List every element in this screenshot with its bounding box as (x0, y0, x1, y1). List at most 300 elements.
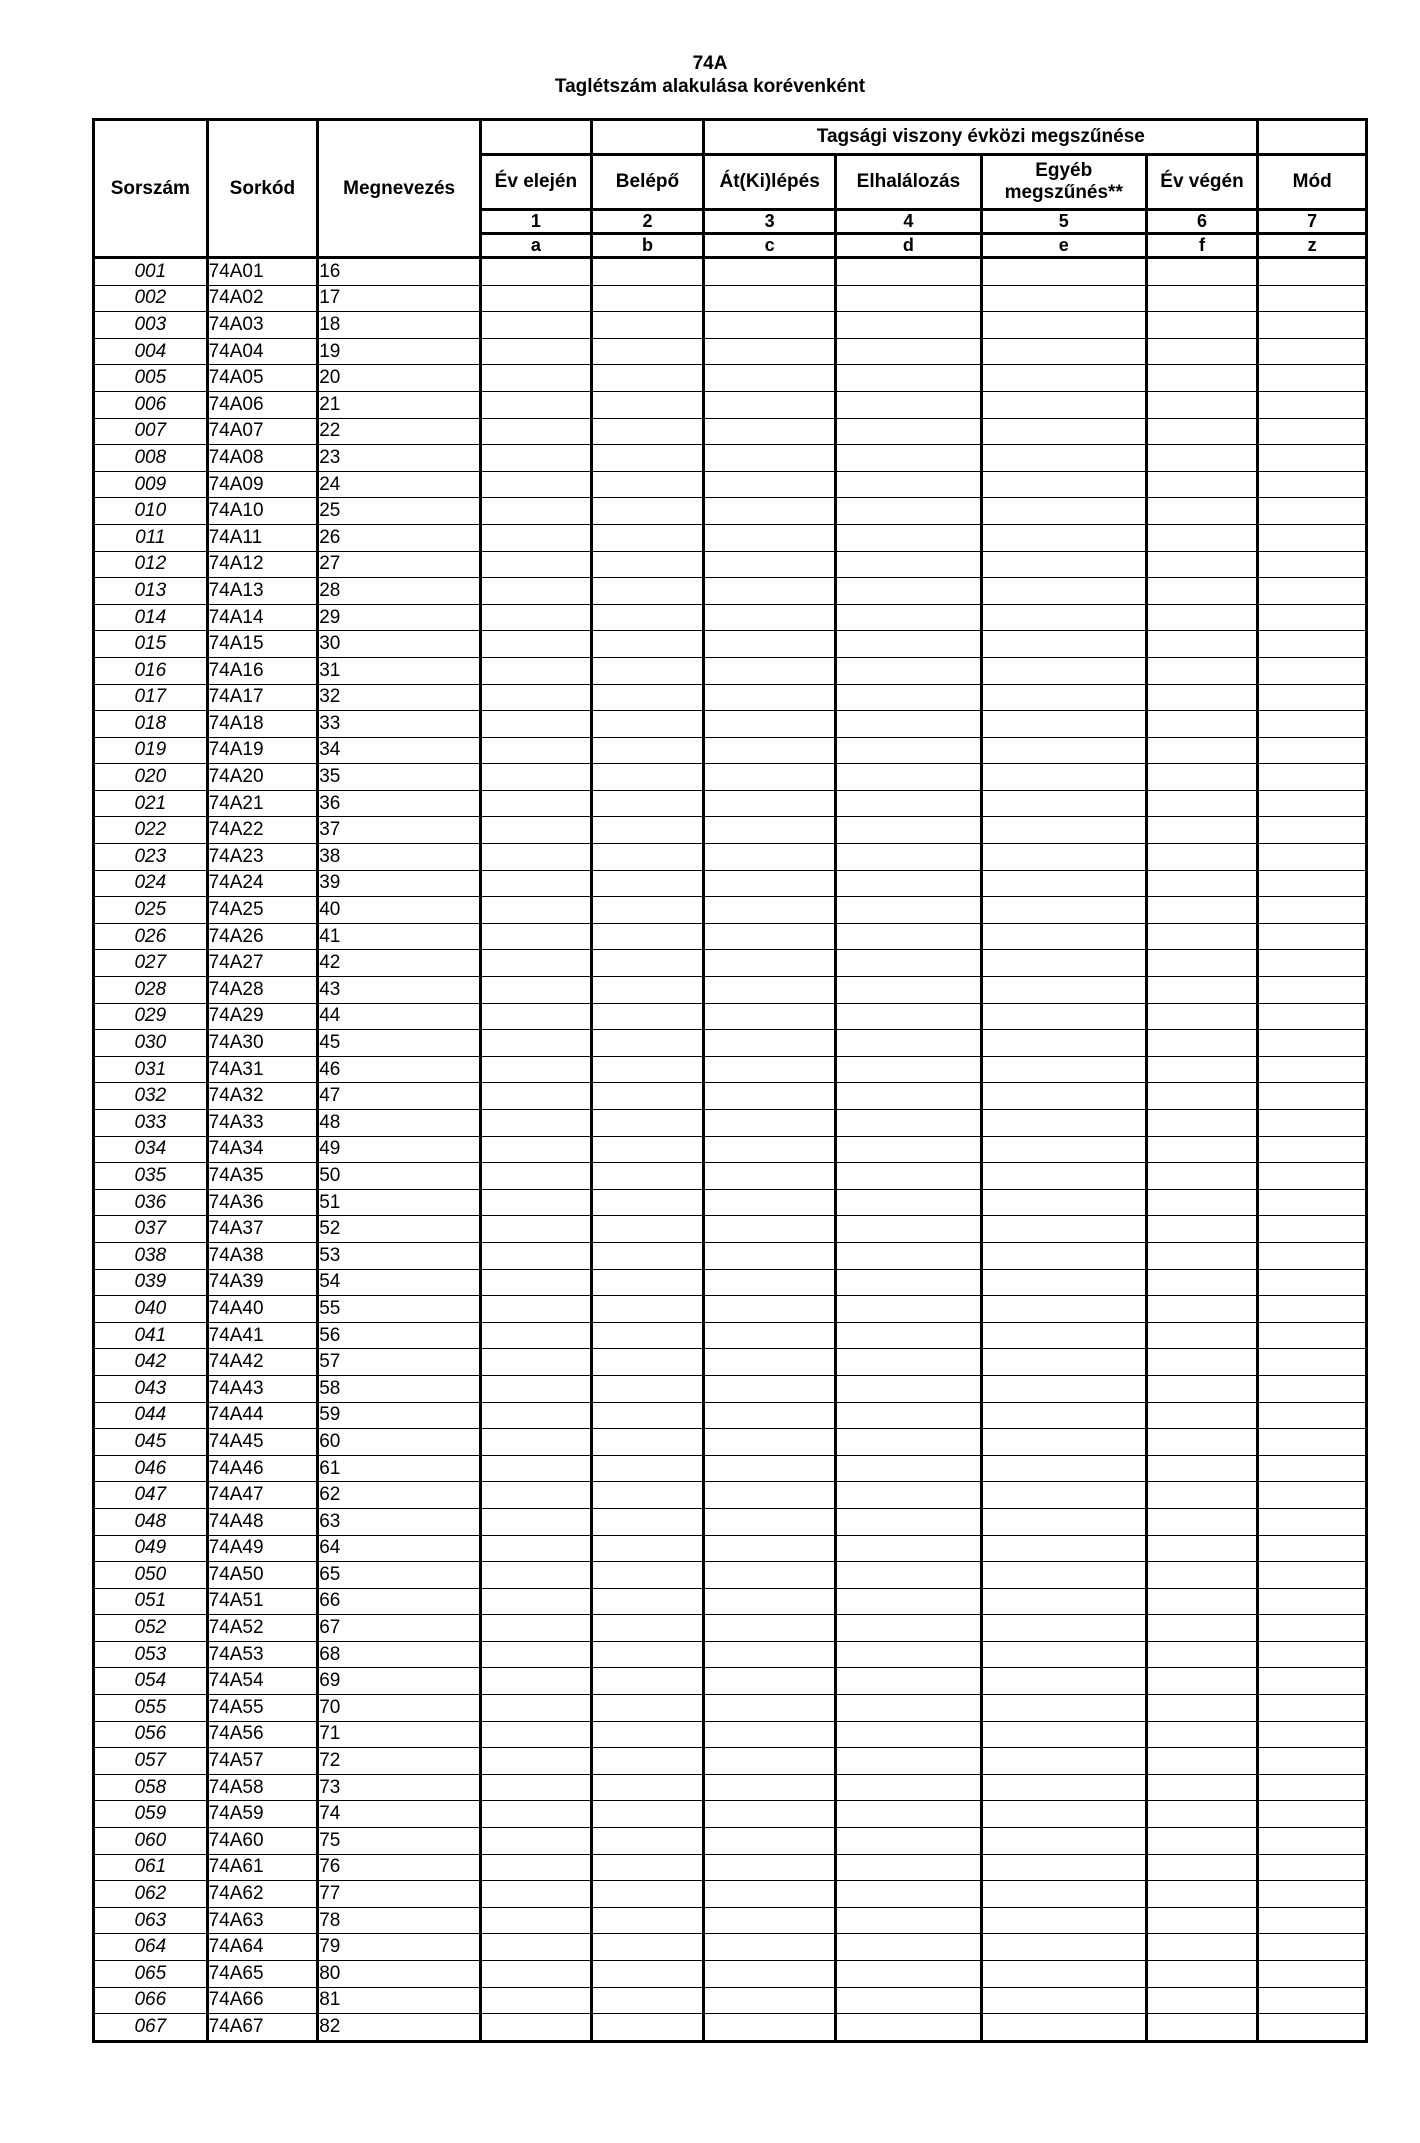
data-cell[interactable] (836, 1907, 982, 1934)
data-cell[interactable] (836, 1854, 982, 1881)
data-cell[interactable] (981, 977, 1146, 1004)
data-cell[interactable] (481, 1216, 592, 1243)
data-cell[interactable] (704, 711, 836, 738)
data-cell[interactable] (704, 737, 836, 764)
data-cell[interactable] (1146, 1216, 1258, 1243)
data-cell[interactable] (1258, 1535, 1367, 1562)
data-cell[interactable] (1258, 1854, 1367, 1881)
data-cell[interactable] (481, 445, 592, 472)
data-cell[interactable] (1258, 258, 1367, 286)
data-cell[interactable] (1146, 1482, 1258, 1509)
data-cell[interactable] (1258, 1349, 1367, 1376)
data-cell[interactable] (1146, 764, 1258, 791)
data-cell[interactable] (591, 1269, 704, 1296)
data-cell[interactable] (836, 1588, 982, 1615)
data-cell[interactable] (1146, 1668, 1258, 1695)
data-cell[interactable] (704, 844, 836, 871)
data-cell[interactable] (481, 1163, 592, 1190)
data-cell[interactable] (591, 338, 704, 365)
data-cell[interactable] (1146, 1296, 1258, 1323)
data-cell[interactable] (591, 1615, 704, 1642)
data-cell[interactable] (1146, 1801, 1258, 1828)
data-cell[interactable] (704, 312, 836, 339)
data-cell[interactable] (981, 711, 1146, 738)
data-cell[interactable] (481, 1668, 592, 1695)
data-cell[interactable] (481, 365, 592, 392)
data-cell[interactable] (981, 1455, 1146, 1482)
data-cell[interactable] (481, 923, 592, 950)
data-cell[interactable] (591, 844, 704, 871)
data-cell[interactable] (591, 365, 704, 392)
data-cell[interactable] (981, 1030, 1146, 1057)
data-cell[interactable] (981, 1136, 1146, 1163)
data-cell[interactable] (704, 1934, 836, 1961)
data-cell[interactable] (1258, 711, 1367, 738)
data-cell[interactable] (1258, 524, 1367, 551)
data-cell[interactable] (1258, 1375, 1367, 1402)
data-cell[interactable] (481, 1482, 592, 1509)
data-cell[interactable] (481, 1402, 592, 1429)
data-cell[interactable] (1258, 578, 1367, 605)
data-cell[interactable] (836, 1269, 982, 1296)
data-cell[interactable] (981, 1907, 1146, 1934)
data-cell[interactable] (591, 790, 704, 817)
data-cell[interactable] (1258, 923, 1367, 950)
data-cell[interactable] (1258, 684, 1367, 711)
data-cell[interactable] (481, 1801, 592, 1828)
data-cell[interactable] (1146, 1774, 1258, 1801)
data-cell[interactable] (591, 1987, 704, 2014)
data-cell[interactable] (1146, 578, 1258, 605)
data-cell[interactable] (1146, 1934, 1258, 1961)
data-cell[interactable] (1146, 1721, 1258, 1748)
data-cell[interactable] (591, 1721, 704, 1748)
data-cell[interactable] (591, 1189, 704, 1216)
data-cell[interactable] (591, 950, 704, 977)
data-cell[interactable] (1258, 1562, 1367, 1589)
data-cell[interactable] (591, 1641, 704, 1668)
data-cell[interactable] (481, 1269, 592, 1296)
data-cell[interactable] (704, 1296, 836, 1323)
data-cell[interactable] (481, 1349, 592, 1376)
data-cell[interactable] (591, 1296, 704, 1323)
data-cell[interactable] (836, 1083, 982, 1110)
data-cell[interactable] (704, 1269, 836, 1296)
data-cell[interactable] (1146, 258, 1258, 286)
data-cell[interactable] (481, 1907, 592, 1934)
data-cell[interactable] (836, 1748, 982, 1775)
data-cell[interactable] (591, 312, 704, 339)
data-cell[interactable] (481, 1828, 592, 1855)
data-cell[interactable] (836, 1482, 982, 1509)
data-cell[interactable] (591, 1163, 704, 1190)
data-cell[interactable] (591, 1402, 704, 1429)
data-cell[interactable] (1258, 790, 1367, 817)
data-cell[interactable] (591, 2014, 704, 2042)
data-cell[interactable] (704, 1881, 836, 1908)
data-cell[interactable] (481, 551, 592, 578)
data-cell[interactable] (1146, 1189, 1258, 1216)
data-cell[interactable] (836, 338, 982, 365)
data-cell[interactable] (1146, 1163, 1258, 1190)
data-cell[interactable] (481, 1881, 592, 1908)
data-cell[interactable] (981, 445, 1146, 472)
data-cell[interactable] (704, 551, 836, 578)
data-cell[interactable] (704, 1854, 836, 1881)
data-cell[interactable] (481, 471, 592, 498)
data-cell[interactable] (481, 1934, 592, 1961)
data-cell[interactable] (1146, 1269, 1258, 1296)
data-cell[interactable] (481, 790, 592, 817)
data-cell[interactable] (1258, 1748, 1367, 1775)
data-cell[interactable] (836, 1216, 982, 1243)
data-cell[interactable] (1258, 844, 1367, 871)
data-cell[interactable] (981, 391, 1146, 418)
data-cell[interactable] (981, 631, 1146, 658)
data-cell[interactable] (1146, 1562, 1258, 1589)
data-cell[interactable] (481, 1136, 592, 1163)
data-cell[interactable] (1258, 365, 1367, 392)
data-cell[interactable] (836, 1987, 982, 2014)
data-cell[interactable] (481, 1242, 592, 1269)
data-cell[interactable] (481, 1322, 592, 1349)
data-cell[interactable] (981, 844, 1146, 871)
data-cell[interactable] (704, 1056, 836, 1083)
data-cell[interactable] (591, 657, 704, 684)
data-cell[interactable] (836, 1641, 982, 1668)
data-cell[interactable] (481, 1961, 592, 1988)
data-cell[interactable] (591, 1375, 704, 1402)
data-cell[interactable] (591, 1695, 704, 1722)
data-cell[interactable] (1258, 1322, 1367, 1349)
data-cell[interactable] (1146, 790, 1258, 817)
data-cell[interactable] (1258, 1668, 1367, 1695)
data-cell[interactable] (481, 1375, 592, 1402)
data-cell[interactable] (704, 1402, 836, 1429)
data-cell[interactable] (981, 950, 1146, 977)
data-cell[interactable] (591, 977, 704, 1004)
data-cell[interactable] (591, 897, 704, 924)
data-cell[interactable] (981, 551, 1146, 578)
data-cell[interactable] (1146, 631, 1258, 658)
data-cell[interactable] (1146, 897, 1258, 924)
data-cell[interactable] (481, 1083, 592, 1110)
data-cell[interactable] (704, 365, 836, 392)
data-cell[interactable] (704, 1508, 836, 1535)
data-cell[interactable] (704, 1375, 836, 1402)
data-cell[interactable] (981, 737, 1146, 764)
data-cell[interactable] (981, 1987, 1146, 2014)
data-cell[interactable] (481, 285, 592, 312)
data-cell[interactable] (1146, 498, 1258, 525)
data-cell[interactable] (481, 2014, 592, 2042)
data-cell[interactable] (591, 1136, 704, 1163)
data-cell[interactable] (981, 1641, 1146, 1668)
data-cell[interactable] (481, 764, 592, 791)
data-cell[interactable] (836, 1296, 982, 1323)
data-cell[interactable] (1258, 418, 1367, 445)
data-cell[interactable] (1146, 1322, 1258, 1349)
data-cell[interactable] (836, 711, 982, 738)
data-cell[interactable] (591, 1242, 704, 1269)
data-cell[interactable] (836, 1003, 982, 1030)
data-cell[interactable] (981, 258, 1146, 286)
data-cell[interactable] (481, 844, 592, 871)
data-cell[interactable] (1258, 1003, 1367, 1030)
data-cell[interactable] (836, 312, 982, 339)
data-cell[interactable] (1146, 1907, 1258, 1934)
data-cell[interactable] (981, 1668, 1146, 1695)
data-cell[interactable] (591, 1588, 704, 1615)
data-cell[interactable] (981, 923, 1146, 950)
data-cell[interactable] (981, 657, 1146, 684)
data-cell[interactable] (591, 1801, 704, 1828)
data-cell[interactable] (981, 604, 1146, 631)
data-cell[interactable] (1258, 2014, 1367, 2042)
data-cell[interactable] (704, 1535, 836, 1562)
data-cell[interactable] (836, 817, 982, 844)
data-cell[interactable] (704, 657, 836, 684)
data-cell[interactable] (481, 1748, 592, 1775)
data-cell[interactable] (591, 551, 704, 578)
data-cell[interactable] (1258, 1189, 1367, 1216)
data-cell[interactable] (981, 684, 1146, 711)
data-cell[interactable] (981, 1588, 1146, 1615)
data-cell[interactable] (1146, 391, 1258, 418)
data-cell[interactable] (481, 1774, 592, 1801)
data-cell[interactable] (981, 1189, 1146, 1216)
data-cell[interactable] (1146, 1402, 1258, 1429)
data-cell[interactable] (1146, 338, 1258, 365)
data-cell[interactable] (981, 1056, 1146, 1083)
data-cell[interactable] (836, 604, 982, 631)
data-cell[interactable] (591, 1322, 704, 1349)
data-cell[interactable] (1258, 1961, 1367, 1988)
data-cell[interactable] (704, 764, 836, 791)
data-cell[interactable] (1258, 1482, 1367, 1509)
data-cell[interactable] (836, 1881, 982, 1908)
data-cell[interactable] (481, 578, 592, 605)
data-cell[interactable] (1146, 285, 1258, 312)
data-cell[interactable] (981, 1402, 1146, 1429)
data-cell[interactable] (1146, 1003, 1258, 1030)
data-cell[interactable] (1146, 1748, 1258, 1775)
data-cell[interactable] (591, 1854, 704, 1881)
data-cell[interactable] (1146, 471, 1258, 498)
data-cell[interactable] (591, 1907, 704, 1934)
data-cell[interactable] (981, 1562, 1146, 1589)
data-cell[interactable] (981, 1163, 1146, 1190)
data-cell[interactable] (704, 923, 836, 950)
data-cell[interactable] (481, 897, 592, 924)
data-cell[interactable] (836, 1375, 982, 1402)
data-cell[interactable] (1258, 1296, 1367, 1323)
data-cell[interactable] (1146, 817, 1258, 844)
data-cell[interactable] (704, 498, 836, 525)
data-cell[interactable] (1258, 1934, 1367, 1961)
data-cell[interactable] (1146, 1987, 1258, 2014)
data-cell[interactable] (1146, 1429, 1258, 1456)
data-cell[interactable] (704, 1588, 836, 1615)
data-cell[interactable] (836, 1535, 982, 1562)
data-cell[interactable] (591, 1030, 704, 1057)
data-cell[interactable] (704, 631, 836, 658)
data-cell[interactable] (836, 1562, 982, 1589)
data-cell[interactable] (981, 524, 1146, 551)
data-cell[interactable] (704, 790, 836, 817)
data-cell[interactable] (704, 1987, 836, 2014)
data-cell[interactable] (481, 498, 592, 525)
data-cell[interactable] (981, 285, 1146, 312)
data-cell[interactable] (1258, 1615, 1367, 1642)
data-cell[interactable] (591, 711, 704, 738)
data-cell[interactable] (481, 1535, 592, 1562)
data-cell[interactable] (836, 578, 982, 605)
data-cell[interactable] (1146, 737, 1258, 764)
data-cell[interactable] (1146, 1242, 1258, 1269)
data-cell[interactable] (481, 1189, 592, 1216)
data-cell[interactable] (704, 1748, 836, 1775)
data-cell[interactable] (981, 1535, 1146, 1562)
data-cell[interactable] (836, 923, 982, 950)
data-cell[interactable] (836, 471, 982, 498)
data-cell[interactable] (1146, 1828, 1258, 1855)
data-cell[interactable] (1258, 1455, 1367, 1482)
data-cell[interactable] (981, 1375, 1146, 1402)
data-cell[interactable] (591, 1961, 704, 1988)
data-cell[interactable] (481, 657, 592, 684)
data-cell[interactable] (836, 1136, 982, 1163)
data-cell[interactable] (1258, 338, 1367, 365)
data-cell[interactable] (591, 764, 704, 791)
data-cell[interactable] (1258, 1110, 1367, 1137)
data-cell[interactable] (481, 950, 592, 977)
data-cell[interactable] (981, 1296, 1146, 1323)
data-cell[interactable] (1146, 1588, 1258, 1615)
data-cell[interactable] (481, 737, 592, 764)
data-cell[interactable] (591, 817, 704, 844)
data-cell[interactable] (481, 1615, 592, 1642)
data-cell[interactable] (981, 897, 1146, 924)
data-cell[interactable] (1146, 551, 1258, 578)
data-cell[interactable] (704, 471, 836, 498)
data-cell[interactable] (1258, 764, 1367, 791)
data-cell[interactable] (704, 1774, 836, 1801)
data-cell[interactable] (836, 1508, 982, 1535)
data-cell[interactable] (1146, 604, 1258, 631)
data-cell[interactable] (704, 1003, 836, 1030)
data-cell[interactable] (704, 1349, 836, 1376)
data-cell[interactable] (704, 338, 836, 365)
data-cell[interactable] (1146, 870, 1258, 897)
data-cell[interactable] (836, 1242, 982, 1269)
data-cell[interactable] (836, 1402, 982, 1429)
data-cell[interactable] (591, 391, 704, 418)
data-cell[interactable] (1258, 977, 1367, 1004)
data-cell[interactable] (481, 1455, 592, 1482)
data-cell[interactable] (591, 524, 704, 551)
data-cell[interactable] (591, 1216, 704, 1243)
data-cell[interactable] (1258, 604, 1367, 631)
data-cell[interactable] (591, 1774, 704, 1801)
data-cell[interactable] (981, 1721, 1146, 1748)
data-cell[interactable] (1258, 1774, 1367, 1801)
data-cell[interactable] (1258, 1429, 1367, 1456)
data-cell[interactable] (481, 1508, 592, 1535)
data-cell[interactable] (704, 1322, 836, 1349)
data-cell[interactable] (704, 1030, 836, 1057)
data-cell[interactable] (981, 1429, 1146, 1456)
data-cell[interactable] (704, 1189, 836, 1216)
data-cell[interactable] (591, 418, 704, 445)
data-cell[interactable] (481, 258, 592, 286)
data-cell[interactable] (836, 870, 982, 897)
data-cell[interactable] (836, 1110, 982, 1137)
data-cell[interactable] (1258, 1695, 1367, 1722)
data-cell[interactable] (1258, 1030, 1367, 1057)
data-cell[interactable] (836, 445, 982, 472)
data-cell[interactable] (591, 684, 704, 711)
data-cell[interactable] (981, 1349, 1146, 1376)
data-cell[interactable] (836, 285, 982, 312)
data-cell[interactable] (836, 1828, 982, 1855)
data-cell[interactable] (704, 445, 836, 472)
data-cell[interactable] (591, 1881, 704, 1908)
data-cell[interactable] (591, 1455, 704, 1482)
data-cell[interactable] (1258, 391, 1367, 418)
data-cell[interactable] (836, 897, 982, 924)
data-cell[interactable] (591, 1003, 704, 1030)
data-cell[interactable] (1258, 737, 1367, 764)
data-cell[interactable] (591, 1429, 704, 1456)
data-cell[interactable] (704, 1668, 836, 1695)
data-cell[interactable] (981, 1748, 1146, 1775)
data-cell[interactable] (836, 631, 982, 658)
data-cell[interactable] (1258, 551, 1367, 578)
data-cell[interactable] (981, 1003, 1146, 1030)
data-cell[interactable] (1258, 1987, 1367, 2014)
data-cell[interactable] (836, 1774, 982, 1801)
data-cell[interactable] (1146, 1110, 1258, 1137)
data-cell[interactable] (1146, 1881, 1258, 1908)
data-cell[interactable] (1146, 1508, 1258, 1535)
data-cell[interactable] (481, 684, 592, 711)
data-cell[interactable] (981, 817, 1146, 844)
data-cell[interactable] (481, 711, 592, 738)
data-cell[interactable] (591, 1482, 704, 1509)
data-cell[interactable] (704, 1110, 836, 1137)
data-cell[interactable] (481, 631, 592, 658)
data-cell[interactable] (1258, 1242, 1367, 1269)
data-cell[interactable] (1146, 312, 1258, 339)
data-cell[interactable] (1258, 1907, 1367, 1934)
data-cell[interactable] (591, 1748, 704, 1775)
data-cell[interactable] (1146, 657, 1258, 684)
data-cell[interactable] (1146, 524, 1258, 551)
data-cell[interactable] (836, 844, 982, 871)
data-cell[interactable] (981, 1083, 1146, 1110)
data-cell[interactable] (481, 1854, 592, 1881)
data-cell[interactable] (591, 285, 704, 312)
data-cell[interactable] (836, 1615, 982, 1642)
data-cell[interactable] (591, 870, 704, 897)
data-cell[interactable] (1146, 1083, 1258, 1110)
data-cell[interactable] (981, 1774, 1146, 1801)
data-cell[interactable] (481, 1110, 592, 1137)
data-cell[interactable] (1146, 445, 1258, 472)
data-cell[interactable] (981, 312, 1146, 339)
data-cell[interactable] (981, 1269, 1146, 1296)
